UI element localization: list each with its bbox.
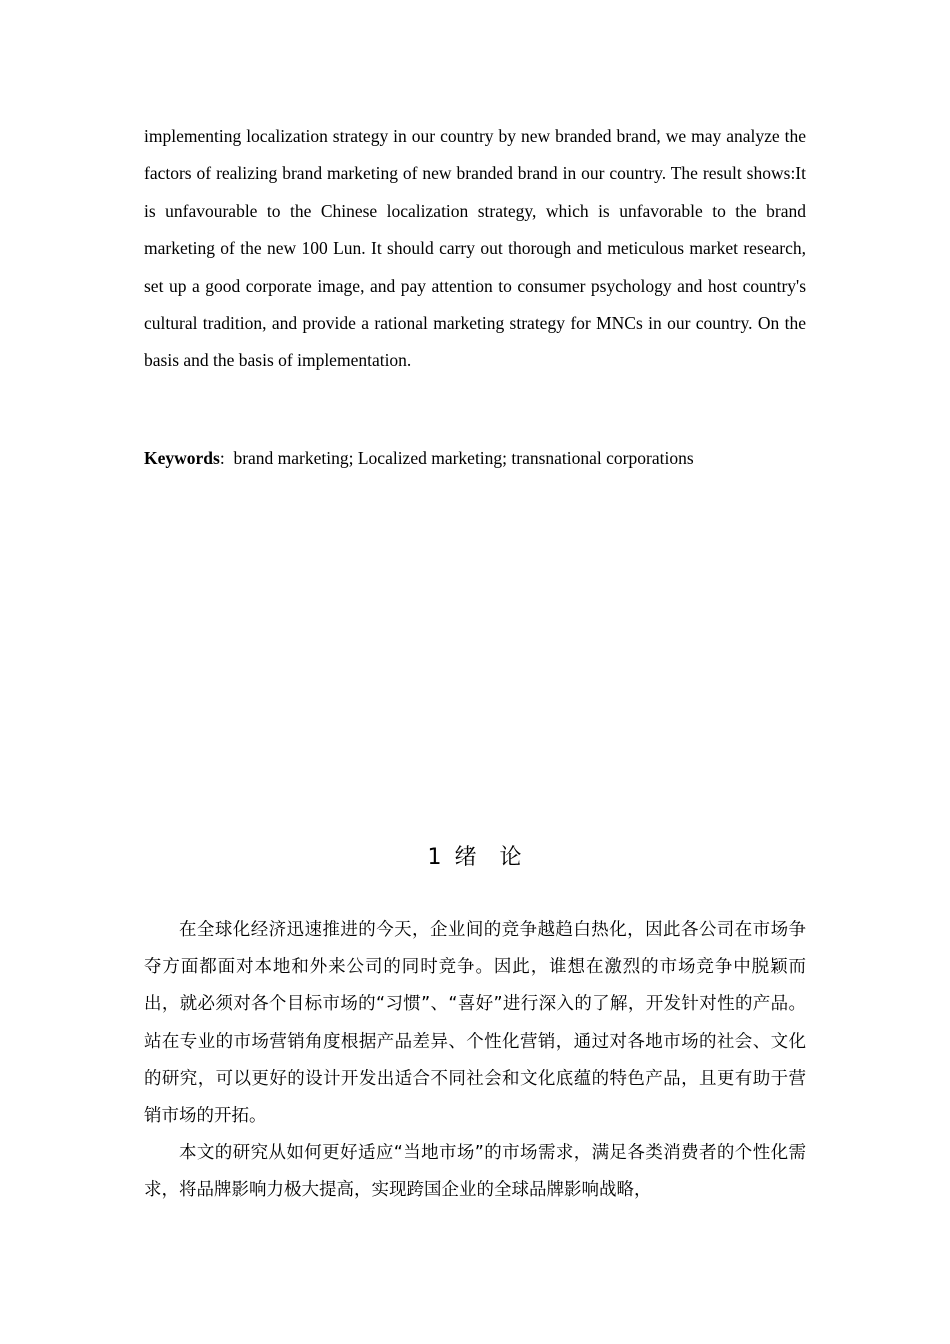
keywords-label: Keywords (144, 448, 220, 468)
english-abstract-paragraph: implementing localization strategy in our country by new branded brand, we may analyze the factors of realizing brand marketing of new branded brand in our country. The result shows:It is unfavourable to the Chinese localization strategy, which is unfavorable to the brand marketing of the new 100 Lun. It should carry out thorough and meticulous market research, set up a good corporate image, and pay attention to consumer psychology and host country's cultural tradition, and provide a rational marketing strategy for MNCs in our country. On the basis and the basis of implementation. (144, 126, 806, 371)
chapter-title-char-1: 绪 (454, 845, 478, 870)
chapter-number: 1 (427, 845, 443, 870)
chapter-title-char-2: 论 (499, 845, 523, 870)
chapter-heading (0, 838, 950, 878)
keywords-text: brand marketing; Localized marketing; transnational corporations (233, 448, 694, 468)
body-paragraph-2: 本文的研究从如何更好适应“当地市场”的市场需求，满足各类消费者的个性化需求，将品牌影响力极大提高，实现跨国企业的全球品牌影响战略， (144, 1143, 806, 1201)
keywords-separator: : (219, 448, 234, 468)
keywords-line (144, 440, 806, 477)
body-paragraph-1: 在全球化经济迅速推进的今天，企业间的竞争越趋白热化，因此各公司在市场争夺方面都面对本地和外来公司的同时竞争。因此，谁想在激烈的市场竞争中脱颖而出，就必须对各个目标市场的“习惯”、“喜好”进行深入的了解，开发针对性的产品。站在专业的市场营销角度根据产品差异、个性化营销，通过对各地市场的社会、文化的研究，可以更好的设计开发出适合不同社会和文化底蕴的特色产品，且更有助于营销市场的开拓。 (144, 920, 806, 1127)
chinese-body (144, 912, 806, 1210)
